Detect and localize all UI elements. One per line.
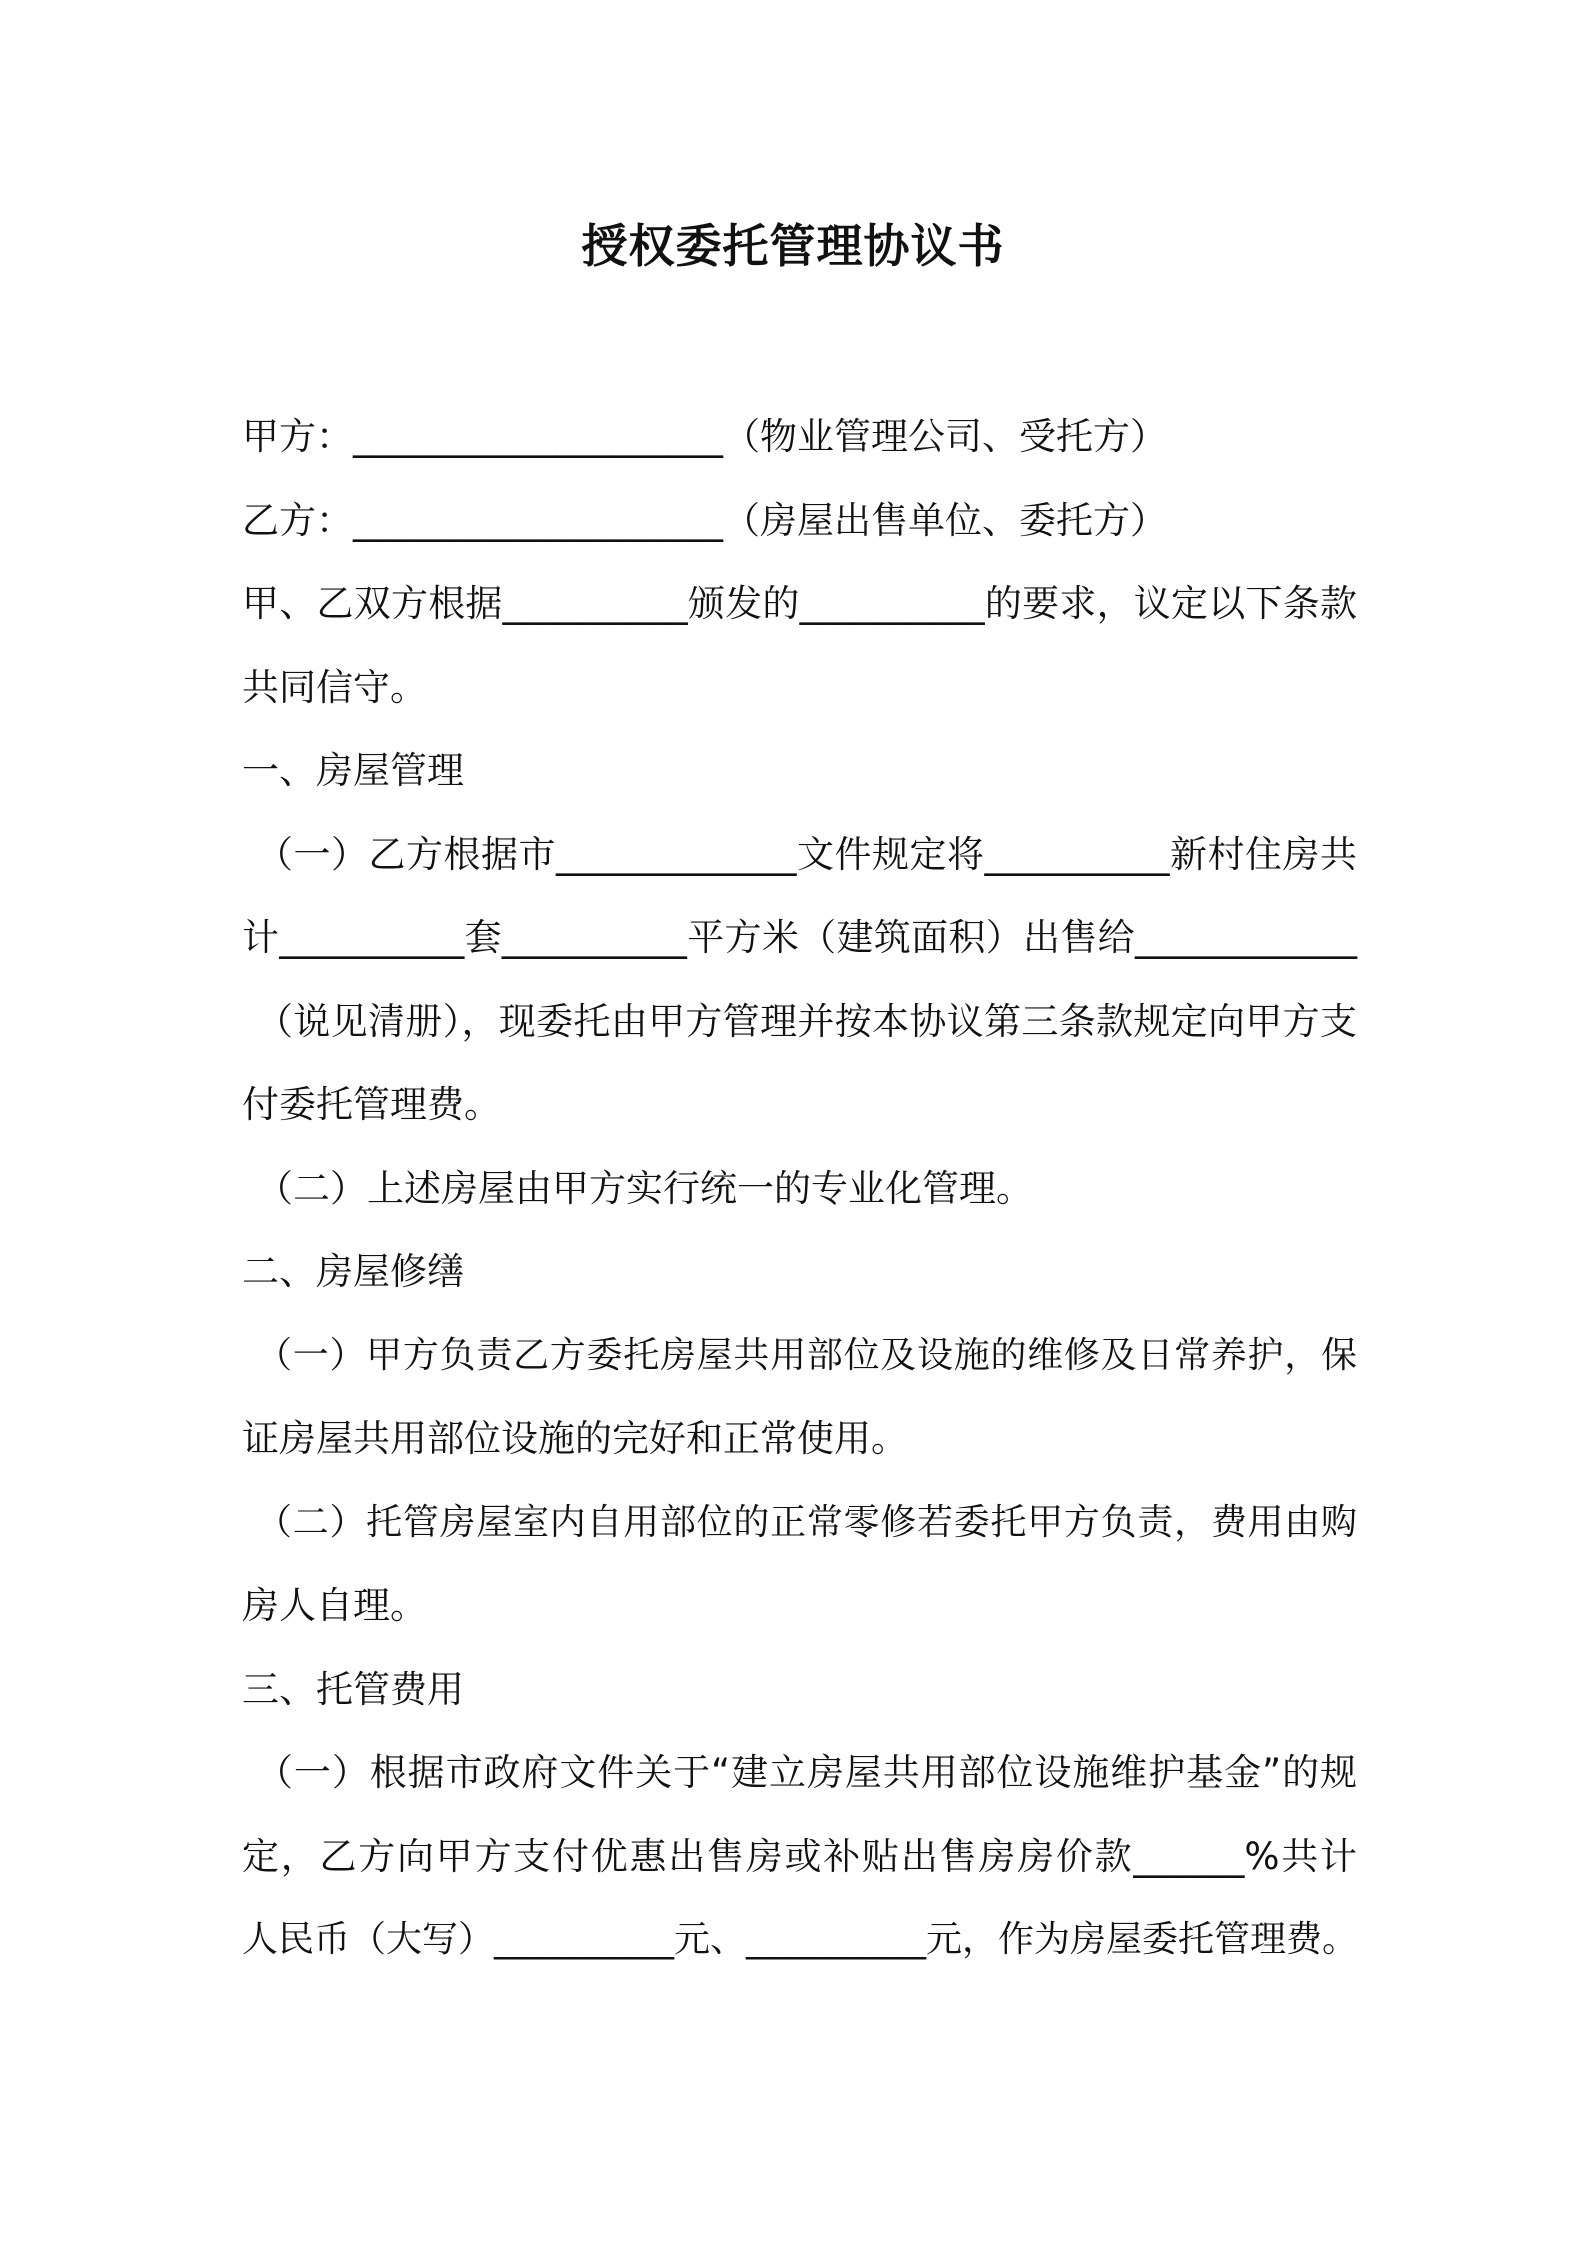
paragraph-line: 共同信守。 — [242, 665, 427, 709]
paragraph-line: （一）根据市政府文件关于“建立房屋共用部位设施维护基金”的规 — [256, 1751, 1357, 1794]
paragraph-line: 人民币（大写）__________元、__________元，作为房屋委托管理费。 — [242, 1919, 1359, 1960]
paragraph-line: 房人自理。 — [242, 1584, 427, 1627]
paragraph-line: 付委托管理费。 — [242, 1083, 501, 1126]
paragraph-line: （二）托管房屋室内自用部位的正常零修若委托甲方负责，费用由购 — [256, 1501, 1357, 1543]
section-heading: 三、托管费用 — [242, 1667, 464, 1711]
paragraph-line: （二）上述房屋由甲方实行统一的专业化管理。 — [256, 1166, 1033, 1210]
section-heading: 一、房屋管理 — [242, 749, 464, 792]
section-heading: 二、房屋修缮 — [242, 1250, 464, 1293]
document-title: 授权委托管理协议书 — [581, 219, 1005, 273]
paragraph-line: （说见清册），现委托由甲方管理并按本协议第三条款规定向甲方支 — [256, 999, 1357, 1043]
document-body — [242, 395, 1357, 1982]
paragraph-line: 甲、乙双方根据__________颁发的__________的要求，议定以下条款 — [242, 582, 1357, 625]
party-b-line: 乙方：____________________（房屋出售单位、委托方） — [242, 498, 1167, 542]
paragraph-line: （一）甲方负责乙方委托房屋共用部位及设施的维修及日常养护，保 — [256, 1334, 1357, 1376]
paragraph-line: 定，乙方向甲方支付优惠出售房或补贴出售房房价款______%共计 — [242, 1834, 1357, 1878]
paragraph-line: 计__________套__________平方米（建筑面积）出售给____________ — [242, 916, 1357, 959]
party-a-line: 甲方：____________________（物业管理公司、受托方） — [242, 415, 1167, 458]
paragraph-line: （一）乙方根据市_____________文件规定将__________新村住房共 — [256, 832, 1357, 876]
paragraph-line: 证房屋共用部位设施的完好和正常使用。 — [242, 1417, 908, 1460]
